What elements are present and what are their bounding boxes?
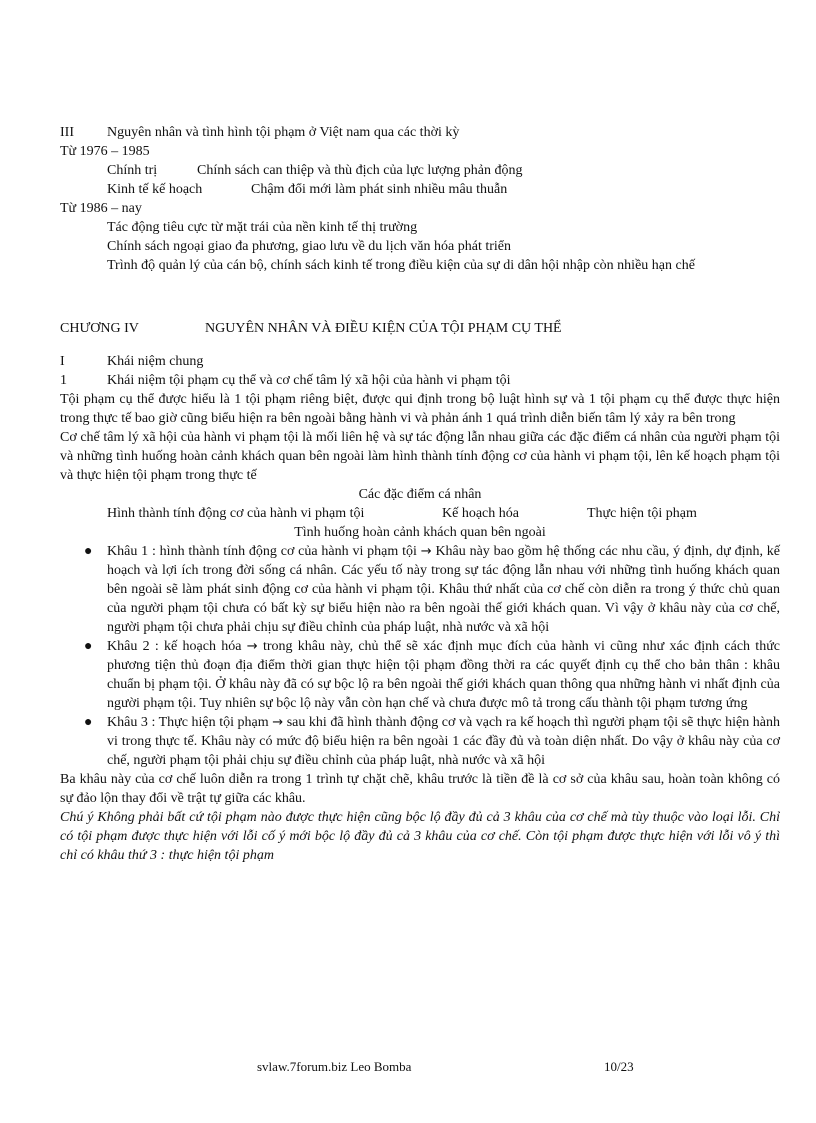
section-number: III [60, 125, 74, 140]
subsection-number: 1 [60, 373, 67, 388]
bullet-icon: ● [84, 544, 93, 559]
paragraph-mechanism: Cơ chế tâm lý xã hội của hành vi phạm tội là mối liên hệ và sự tác động lẫn nhau giữa các đặc điểm cá nhân của người phạm tội và những tình huống hoàn cảnh khách quan bên ngoài làm hình thành tính động cơ của hành vi phạm tội, lên kế hoạch phạm tội và thực hiện tội phạm trong thực tế [60, 430, 780, 483]
page-number: 10/23 [604, 1059, 634, 1074]
arrow-right-icon: → [420, 544, 432, 559]
note-text: Không phải bất cứ tội phạm nào được thực hiện cũng bộc lộ đầy đủ cả 3 khâu của cơ chế mà tùy thuộc vào loại lỗi. Chỉ có tội phạm được thực hiện với lỗi cố ý mới bộc lộ đầy đủ cả 3 khâu của cơ chế. Còn tội phạm được thực hiện với lỗi vô ý thì chỉ có khâu thứ 3 : thực hiện tội phạm [60, 810, 781, 863]
section-title: Nguyên nhân và tình hình tội phạm ở Việt nam qua các thời kỳ [107, 125, 460, 140]
period-2-item: Trình độ quản lý của cán bộ, chính sách kinh tế trong điều kiện của sự di dân hội nhập còn nhiều hạn chế [107, 258, 695, 273]
chapter-heading [60, 319, 780, 338]
section-heading [60, 123, 780, 142]
period-2-item: Chính sách ngoại giao đa phương, giao lưu về du lịch văn hóa phát triển [107, 239, 511, 254]
arrow-right-icon: → [246, 639, 258, 654]
footer-site: svlaw.7forum.biz Leo Bomba [257, 1059, 412, 1074]
stage-text: Khâu này bao gồm hệ thống các nhu cầu, ý định, dự định, kế hoạch và lợi ích trong đời sống cá nhân. Các yếu tố này trong sự tác động lẫn nhau với những tình huống khách quan bên ngoài sẽ làm phát sinh động cơ của hành vi phạm tội. Khâu thứ nhất của cơ chế còn diễn ra trong ý thức chủ quan của người phạm tội chưa có bất kỳ sự biểu hiện nào ra bên ngoài thế giới khách quan. Vì vậy ở khâu này của cơ chế, người phạm tội chưa phải chịu sự điều chỉnh của pháp luật, nhà nước và xã hội [107, 544, 781, 635]
paragraph-sequence: Ba khâu này của cơ chế luôn diễn ra trong 1 trình tự chặt chẽ, khâu trước là tiền đề là cơ sở của khâu sau, hoàn toàn không có sự đảo lộn thay đổi về trật tự giữa các khâu. [60, 772, 780, 806]
part-heading [60, 352, 780, 371]
stage-lead: Khâu 1 : hình thành tính động cơ của hành vi phạm tội [107, 544, 417, 559]
bullet-icon: ● [84, 715, 93, 730]
chapter-label: CHƯƠNG IV [60, 321, 139, 336]
note-paragraph [60, 808, 780, 865]
chapter-title: NGUYÊN NHÂN VÀ ĐIỀU KIỆN CỦA TỘI PHẠM CỤ THỂ [205, 321, 562, 336]
note-label: Chú ý [60, 810, 94, 825]
diagram-step-3: Thực hiện tội phạm [587, 506, 697, 521]
period-2-item: Tác động tiêu cực từ mặt trái của nền kinh tế thị trường [107, 220, 418, 235]
stage-list [60, 542, 780, 770]
period-1-label: Từ 1976 – 1985 [60, 144, 150, 159]
part-number: I [60, 354, 65, 369]
stage-text: trong khâu này, chủ thể sẽ xác định mục đích của hành vi cũng như xác định cách thức phương tiện thủ đoạn địa điểm thời gian thực hiện tội phạm đồng thời ra các quyết định cụ thể cho bản thân : khâu chuẩn bị phạm tội. Ở khâu này đã có sự bộc lộ ra bên ngoài thế giới khách quan thông qua những hành vi nhất định của người phạm tội. Tuy nhiên sự bộc lộ này vẫn còn hạn chế và chưa được mô tả trong cấu thành tội phạm tương ứng [107, 639, 781, 711]
subsection-heading [60, 371, 780, 390]
diagram-top-label: Các đặc điểm cá nhân [358, 487, 482, 502]
diagram-step-1: Hình thành tính động cơ của hành vi phạm tội [107, 506, 365, 521]
list-item [60, 542, 780, 637]
part-title: Khái niệm chung [107, 354, 204, 369]
stage-text: sau khi đã hình thành động cơ và vạch ra kế hoạch thì người phạm tội sẽ thực hiện hành vi trong thực tế. Khâu này có mức độ biểu hiện ra bên ngoài 1 các đầy đủ và toàn diện nhất. Do vậy ở khâu này của cơ chế, người phạm tội phải chịu sự điều chỉnh của pháp luật, nhà nước và xã hội [107, 715, 781, 768]
list-item [60, 637, 780, 713]
diagram-step-2: Kế hoạch hóa [442, 506, 519, 521]
period-1-row-politics [60, 161, 780, 180]
diagram-steps [60, 504, 780, 523]
subsection-title: Khái niệm tội phạm cụ thể và cơ chế tâm lý xã hội của hành vi phạm tội [107, 373, 511, 388]
bullet-icon: ● [84, 639, 93, 654]
politics-text: Chính sách can thiệp và thù địch của lực lượng phản động [197, 163, 523, 178]
diagram-bottom-label: Tình huống hoàn cảnh khách quan bên ngoài [294, 525, 546, 540]
period-2-label: Từ 1986 – nay [60, 201, 142, 216]
paragraph-definition: Tội phạm cụ thể được hiểu là 1 tội phạm riêng biệt, được qui định trong bộ luật hình sự và 1 tội phạm cụ thể được thực hiện trong thực tế bao giờ cũng biểu hiện ra bên ngoài bằng hành vi và phản ánh 1 quá trình diễn biến tâm lý xảy ra bên trong [60, 392, 780, 426]
stage-lead: Khâu 3 : Thực hiện tội phạm [107, 715, 269, 730]
page-content [60, 123, 780, 865]
politics-label: Chính trị [107, 163, 158, 178]
economy-label: Kinh tế kế hoạch [107, 182, 203, 197]
economy-text: Chậm đổi mới làm phát sinh nhiều mâu thuẫn [251, 182, 508, 197]
arrow-right-icon: → [272, 715, 284, 730]
stage-lead: Khâu 2 : kế hoạch hóa [107, 639, 242, 654]
period-1-row-economy [60, 180, 780, 199]
list-item [60, 713, 780, 770]
